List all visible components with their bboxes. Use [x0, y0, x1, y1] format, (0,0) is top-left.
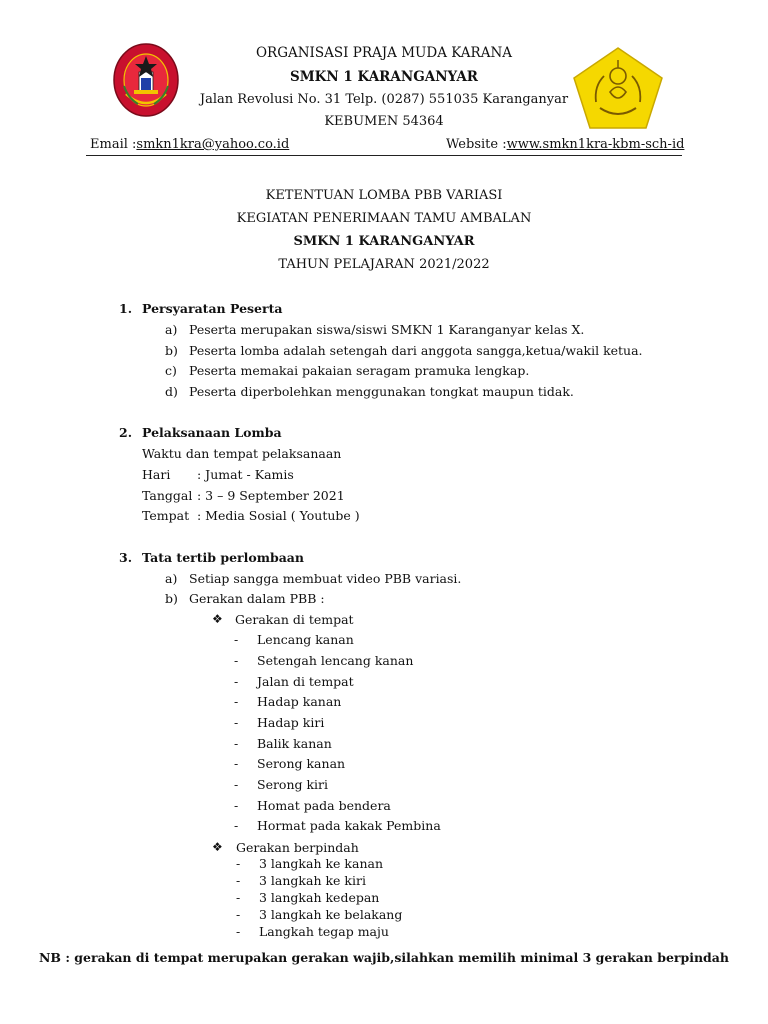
org-name: ORGANISASI PRAJA MUDA KARANA	[255, 45, 513, 61]
section-3-title: Tata tertib perlombaan	[142, 550, 304, 565]
dash-marker: -	[234, 674, 239, 689]
schedule-key: Hari	[142, 467, 171, 482]
list-marker: c)	[165, 363, 177, 378]
dash-marker: -	[234, 798, 239, 813]
list-item: Setengah lencang kanan	[257, 653, 414, 668]
section-1-number: 1.	[119, 301, 133, 316]
email-label: Email :	[90, 137, 137, 152]
section-3-number: 3.	[119, 550, 133, 565]
list-item: Homat pada bendera	[257, 798, 391, 813]
diamond-bullet-icon: ❖	[212, 612, 223, 626]
list-item: Serong kanan	[257, 756, 346, 771]
dash-marker: -	[236, 856, 241, 871]
list-marker: b)	[165, 343, 178, 358]
dash-marker: -	[234, 632, 239, 647]
schedule-value: : Media Sosial ( Youtube )	[197, 508, 360, 523]
dash-marker: -	[236, 907, 241, 922]
dash-marker: -	[234, 777, 239, 792]
dash-marker: -	[234, 818, 239, 833]
list-item: Peserta merupakan siswa/siswi SMKN 1 Karanganyar kelas X.	[189, 322, 585, 337]
diamond-bullet-icon: ❖	[212, 840, 223, 854]
list-item: 3 langkah kedepan	[259, 890, 380, 905]
dash-marker: -	[234, 736, 239, 751]
section-2-title: Pelaksanaan Lomba	[142, 425, 282, 440]
schedule-value: : 3 – 9 September 2021	[197, 488, 345, 503]
list-item: Peserta memakai pakaian seragam pramuka lengkap.	[189, 363, 530, 378]
school-name: SMKN 1 KARANGANYAR	[289, 69, 479, 85]
website-link[interactable]: www.smkn1kra-kbm-sch-id	[506, 137, 685, 152]
list-item: Lencang kanan	[257, 632, 354, 647]
group-title: Gerakan berpindah	[236, 840, 359, 855]
schedule-key: Tanggal	[142, 488, 193, 503]
school-city: KEBUMEN 54364	[324, 114, 444, 129]
list-item: 3 langkah ke kiri	[259, 873, 366, 888]
list-item: Hormat pada kakak Pembina	[257, 818, 441, 833]
title-line-4: TAHUN PELAJARAN 2021/2022	[278, 257, 490, 272]
school-address: Jalan Revolusi No. 31 Telp. (0287) 551035 Karanganyar	[199, 92, 569, 107]
schedule-key: Tempat	[142, 508, 190, 523]
dash-marker: -	[234, 694, 239, 709]
list-item: Jalan di tempat	[257, 674, 354, 689]
list-marker: b)	[165, 591, 178, 606]
dash-marker: -	[236, 890, 241, 905]
list-item: 3 langkah ke kanan	[259, 856, 384, 871]
section-1-title: Persyaratan Peserta	[142, 301, 283, 316]
dash-marker: -	[234, 715, 239, 730]
list-item: Balik kanan	[257, 736, 332, 751]
title-line-2: KEGIATAN PENERIMAAN TAMU AMBALAN	[236, 211, 532, 226]
section-2-intro: Waktu dan tempat pelaksanaan	[142, 446, 342, 461]
dash-marker: -	[236, 924, 241, 939]
footnote: NB : gerakan di tempat merupakan gerakan wajib,silahkan memilih minimal 3 gerakan berpindah	[38, 950, 729, 965]
title-line-1: KETENTUAN LOMBA PBB VARIASI	[265, 188, 503, 203]
list-marker: d)	[165, 384, 178, 399]
list-item: Peserta lomba adalah setengah dari anggota sangga,ketua/wakil ketua.	[189, 343, 643, 358]
list-marker: a)	[165, 571, 178, 586]
list-item: Setiap sangga membuat video PBB variasi.	[189, 571, 462, 586]
schedule-value: : Jumat - Kamis	[197, 467, 294, 482]
list-item: Langkah tegap maju	[259, 924, 389, 939]
email-link[interactable]: smkn1kra@yahoo.co.id	[136, 137, 290, 152]
list-item: Hadap kanan	[257, 694, 342, 709]
section-2-number: 2.	[119, 425, 133, 440]
list-item: Serong kiri	[257, 777, 329, 792]
list-item: Hadap kiri	[257, 715, 325, 730]
list-item: Gerakan dalam PBB :	[189, 591, 325, 606]
header-divider	[86, 155, 682, 156]
dash-marker: -	[236, 873, 241, 888]
list-marker: a)	[165, 322, 178, 337]
email-line	[90, 137, 289, 152]
title-line-3: SMKN 1 KARANGANYAR	[293, 234, 475, 249]
dash-marker: -	[234, 653, 239, 668]
group-title: Gerakan di tempat	[235, 612, 354, 627]
list-item: 3 langkah ke belakang	[259, 907, 403, 922]
website-label: Website :	[446, 137, 507, 152]
dash-marker: -	[234, 756, 239, 771]
list-item: Peserta diperbolehkan menggunakan tongkat maupun tidak.	[189, 384, 574, 399]
website-line	[446, 137, 684, 152]
